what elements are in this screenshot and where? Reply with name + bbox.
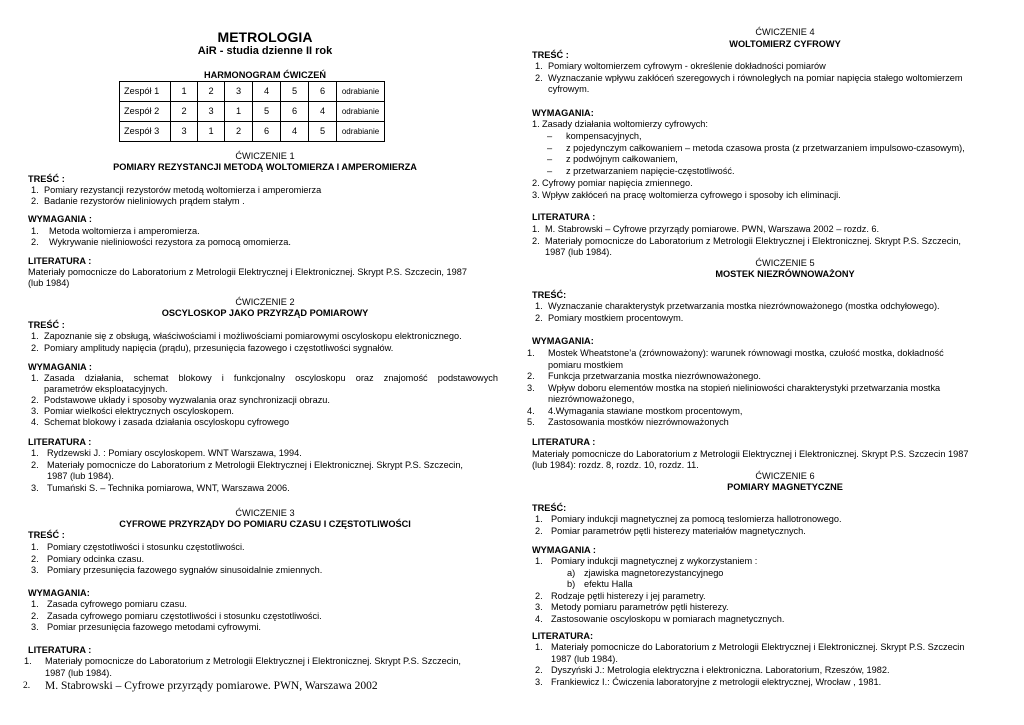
exercise-3-title: CYFROWE PRZYRZĄDY DO POMIARU CZASU I CZĘSTOTLIWOŚCI xyxy=(119,519,411,529)
list-item: 3. Pomiar wielkości elektrycznych oscyloskopem. xyxy=(31,406,234,416)
exercise-1-title: POMIARY REZYSTANCJI METODĄ WOLTOMIERZA I AMPEROMIERZA xyxy=(113,162,417,172)
team-cell: Zespół 3 xyxy=(120,122,171,142)
list-item: 2. Zasada cyfrowego pomiaru częstotliwości i stosunku częstotliwości. xyxy=(31,610,322,621)
list-item: 1. Pomiary indukcji magnetycznej z wykorzystaniem : xyxy=(535,556,758,566)
exercise-5-tresc-list xyxy=(532,301,1002,324)
list-item: 3. Wpływ doboru elementów mostka na stopień nieliniowości charakterystyki przetwarzania mostka xyxy=(527,382,941,393)
exercise-4-tresc-list xyxy=(532,61,1002,96)
exercise-1-wym-list xyxy=(28,226,508,248)
exercise-2-heading: ĆWICZENIE 2 xyxy=(235,297,295,307)
list-item: 2. Podstawowe układy i sposoby wyzwalania oraz synchronizacji obrazu. xyxy=(31,395,330,405)
list-item: 1. Zasady działania woltomierzy cyfrowych: xyxy=(532,119,708,129)
list-item: – z podwójnym całkowaniem, xyxy=(547,154,678,165)
exercise-5-wym-list xyxy=(527,348,1002,429)
list-item: 1. Pomiary indukcji magnetycznej za pomocą teslomierza hallotronowego. xyxy=(535,514,842,524)
team-cell: Zespół 2 xyxy=(120,102,171,122)
exercise-4-tresc-label: TREŚĆ : xyxy=(532,50,569,60)
list-item: niezrównoważonego, xyxy=(548,394,635,404)
exercise-5-lit-line: (lub 1984): rozdz. 8, rozdz. 10, rozdz. 11. xyxy=(532,460,699,470)
exercise-1-lit-label: LITERATURA : xyxy=(28,256,92,266)
exercise-3-lit-list xyxy=(22,656,502,679)
list-item: 1987 (lub 1984). xyxy=(47,471,114,481)
list-item: 1. Zasada cyfrowego pomiaru czasu. xyxy=(31,599,187,609)
list-item: 2. Pomiar parametrów pętli histerezy materiałów magnetycznych. xyxy=(535,525,806,536)
list-item: 2. Wykrywanie nieliniowości rezystora za pomocą omomierza. xyxy=(31,237,291,247)
exercise-6-lit-list xyxy=(532,642,1002,688)
list-item: parametrów eksploatacyjnych. xyxy=(44,384,168,394)
exercise-3-tresc-label: TREŚĆ : xyxy=(28,530,65,540)
exercise-6-wym-label: WYMAGANIA : xyxy=(532,545,596,555)
exercise-5-lit-label: LITERATURA : xyxy=(532,437,596,447)
list-item: 2. Rodzaje pętli histerezy i jej parametry. xyxy=(535,590,706,601)
page-title: METROLOGIA xyxy=(217,29,313,45)
exercise-3-lit-label: LITERATURA : xyxy=(28,645,92,655)
exercise-3-wym-label: WYMAGANIA: xyxy=(28,588,90,598)
exercise-5-wym-label: WYMAGANIA: xyxy=(532,336,594,346)
exercise-4-heading: ĆWICZENIE 4 xyxy=(755,27,815,37)
list-item: 1. Pomiary częstotliwości i stosunku częstotliwości. xyxy=(31,542,245,552)
table-row: Zespół 3 3 1 2 6 4 5 odrabianie xyxy=(120,122,385,142)
list-item: 3. Pomiary przesunięcia fazowego sygnałów sinusoidalnie zmiennych. xyxy=(31,565,323,575)
list-item: 5. Zastosowania mostków niezrównoważonych xyxy=(527,417,729,427)
exercise-4-wym-label: WYMAGANIA: xyxy=(532,108,594,118)
exercise-3-heading: ĆWICZENIE 3 xyxy=(235,508,295,518)
list-item: 3. Wpływ zakłóceń na pracę woltomierza cyfrowego i sposoby ich eliminacji. xyxy=(532,189,841,200)
list-item: 2. Pomiary mostkiem procentowym. xyxy=(535,312,684,323)
list-item: 1. Wyznaczanie charakterystyk przetwarzania mostka niezrównoważonego (mostka odchyłowego). xyxy=(535,301,940,311)
list-item: a) zjawiska magnetorezystancyjnego xyxy=(567,567,724,578)
exercise-5-lit-line: Materiały pomocnicze do Laboratorium z Metrologii Elektrycznej i Elektronicznej. Skrypt P.S. Szczecin 1987 xyxy=(532,449,969,459)
list-item: 2. Materiały pomocnicze do Laboratorium z Metrologii Elektrycznej i Elektronicznej. Skrypt P.S. Szczecin, xyxy=(532,235,961,246)
exercise-4-wym-list xyxy=(532,119,1002,202)
exercise-5-tresc-label: TREŚĆ: xyxy=(532,290,567,300)
list-item: 1987 (lub 1984). xyxy=(45,667,112,678)
list-item: – z przetwarzaniem napięcie-częstotliwość. xyxy=(547,166,735,177)
list-item: – kompensacyjnych, xyxy=(547,130,642,141)
exercise-1-heading: ĆWICZENIE 1 xyxy=(235,151,295,161)
exercise-6-tresc-label: TREŚĆ: xyxy=(532,503,567,513)
list-item: 2. Pomiary odcinka czasu. xyxy=(31,553,145,564)
exercise-3-lit-item-2: 2. M. Stabrowski – Cyfrowe przyrządy pomiarowe. PWN, Warszawa 2002 xyxy=(23,680,378,692)
list-item: 2. Pomiary amplitudy napięcia (prądu), przesunięcia fazowego i częstotliwości sygnałów. xyxy=(31,342,394,353)
list-item: 3. Frankiewicz I.: Ćwiczenia laboratoryjne z metrologii elektrycznej, Wrocław , 1981. xyxy=(535,676,882,687)
exercise-4-lit-label: LITERATURA : xyxy=(532,212,596,222)
exercise-2-wym-label: WYMAGANIA : xyxy=(28,362,92,372)
list-item: cyfrowym. xyxy=(548,84,590,94)
list-item: pomiaru mostkiem xyxy=(548,359,624,370)
list-item: 1. Rydzewski J. : Pomiary oscyloskopem. WNT Warszawa, 1994. xyxy=(31,448,302,458)
exercise-1-tresc-label: TREŚĆ : xyxy=(28,174,65,184)
exercise-3-wym-list xyxy=(28,599,508,634)
schedule-title: HARMONOGRAM ĆWICZEŃ xyxy=(204,70,326,80)
exercise-2-title: OSCYLOSKOP JAKO PRZYRZĄD POMIAROWY xyxy=(161,308,369,318)
list-item: 1. Zapoznanie się z obsługą, właściwościami i możliwościami pomiarowymi oscyloskopu elektronicznego. xyxy=(31,331,462,341)
schedule-table xyxy=(119,81,385,142)
list-item: b) efektu Halla xyxy=(567,579,633,589)
exercise-6-lit-label: LITERATURA: xyxy=(532,631,594,641)
exercise-3-tresc-list xyxy=(28,542,508,577)
list-item: 2. Materiały pomocnicze do Laboratorium z Metrologii Elektrycznej i Elektronicznej. Skrypt P.S. Szczecin, xyxy=(31,459,463,470)
exercise-6-tresc-list xyxy=(532,514,1002,537)
exercise-1-tresc-list xyxy=(28,185,508,207)
list-item: 2. Cyfrowy pomiar napięcia zmiennego. xyxy=(532,177,693,188)
exercise-5-title: MOSTEK NIEZRÓWNOWAŻONY xyxy=(715,269,855,279)
exercise-6-heading: ĆWICZENIE 6 xyxy=(755,471,815,481)
list-item: 3. Pomiar przesunięcia fazowego metodami cyfrowymi. xyxy=(31,622,261,632)
list-item: 1. Pomiary rezystancji rezystorów metodą woltomierza i amperomierza xyxy=(31,185,322,195)
exercise-2-tresc-list xyxy=(28,331,508,354)
exercise-4-title: WOLTOMIERZ CYFROWY xyxy=(729,39,841,49)
list-item: – z pojedynczym całkowaniem – metoda czasowa prosta (z przetwarzaniem impulsowo-czasowym), xyxy=(547,142,965,153)
exercise-1-lit-line: (lub 1984) xyxy=(28,278,70,288)
list-item: 1987 (lub 1984). xyxy=(545,247,612,257)
exercise-2-lit-list xyxy=(28,448,508,494)
list-item: 4. 4.Wymagania stawiane mostkom procentowym, xyxy=(527,405,743,416)
list-item: 2. Dyszyński J.: Metrologia elektryczna i elektroniczna. Laboratorium, Rzeszów, 1982. xyxy=(535,665,890,675)
list-item: 1987 (lub 1984). xyxy=(551,653,618,664)
list-item: 2. Funkcja przetwarzania mostka niezrównoważonego. xyxy=(527,371,761,381)
list-item: 1. Materiały pomocnicze do Laboratorium z Metrologii Elektrycznej i Elektronicznej. Skrypt P.S. Szczecin xyxy=(535,642,965,652)
exercise-1-lit-line: Materiały pomocnicze do Laboratorium z Metrologii Elektrycznej i Elektronicznej. Skrypt P.S. Szczecin, 1987 xyxy=(28,267,467,277)
list-item: 1. Materiały pomocnicze do Laboratorium z Metrologii Elektrycznej i Elektronicznej. Skrypt P.S. Szczecin, xyxy=(24,656,461,666)
list-item: 1. Zasada działania, schemat blokowy i funkcjonalny oscyloskopu oraz znajomość podstawowych xyxy=(31,373,498,383)
exercise-5-heading: ĆWICZENIE 5 xyxy=(755,258,815,268)
table-row: Zespół 2 2 3 1 5 6 4 odrabianie xyxy=(120,102,385,122)
list-item: 1. Pomiary woltomierzem cyfrowym - określenie dokładności pomiarów xyxy=(535,61,826,71)
list-item: 4. Schemat blokowy i zasada działania oscyloskopu cyfrowego xyxy=(31,417,290,427)
exercise-4-lit-list xyxy=(532,224,1002,259)
list-item: 3. Tumański S. – Technika pomiarowa, WNT, Warszawa 2006. xyxy=(31,482,290,493)
list-item: 2. Badanie rezystorów nieliniowych prądem stałym . xyxy=(31,196,245,206)
exercise-2-wym-list xyxy=(28,373,508,428)
exercise-2-tresc-label: TREŚĆ : xyxy=(28,320,65,330)
table-row: Zespół 1 1 2 3 4 5 6 odrabianie xyxy=(120,82,385,102)
exercise-1-wym-label: WYMAGANIA : xyxy=(28,214,92,224)
list-item: 1. Mostek Wheatstone’a (zrównoważony): warunek równowagi mostka, czułość mostka, dokładność xyxy=(527,348,944,358)
list-item: 3. Metody pomiaru parametrów pętli histerezy. xyxy=(535,602,729,612)
page-subtitle: AiR - studia dzienne II rok xyxy=(197,45,333,57)
list-item: 1. M. Stabrowski – Cyfrowe przyrządy pomiarowe. PWN, Warszawa 2002 – rozdz. 6. xyxy=(532,224,880,234)
list-item: 2. Wyznaczanie wpływu zakłóceń szeregowych i równoległych na pomiar napięcia stałego woltomierzem xyxy=(535,72,963,83)
exercise-6-title: POMIARY MAGNETYCZNE xyxy=(727,482,843,492)
exercise-6-wym-list xyxy=(532,556,1002,625)
team-cell: Zespół 1 xyxy=(120,82,171,102)
list-item: 1. Metoda woltomierza i amperomierza. xyxy=(31,226,200,236)
exercise-2-lit-label: LITERATURA : xyxy=(28,437,92,447)
list-item: 4. Zastosowanie oscyloskopu w pomiarach magnetycznych. xyxy=(535,613,785,624)
